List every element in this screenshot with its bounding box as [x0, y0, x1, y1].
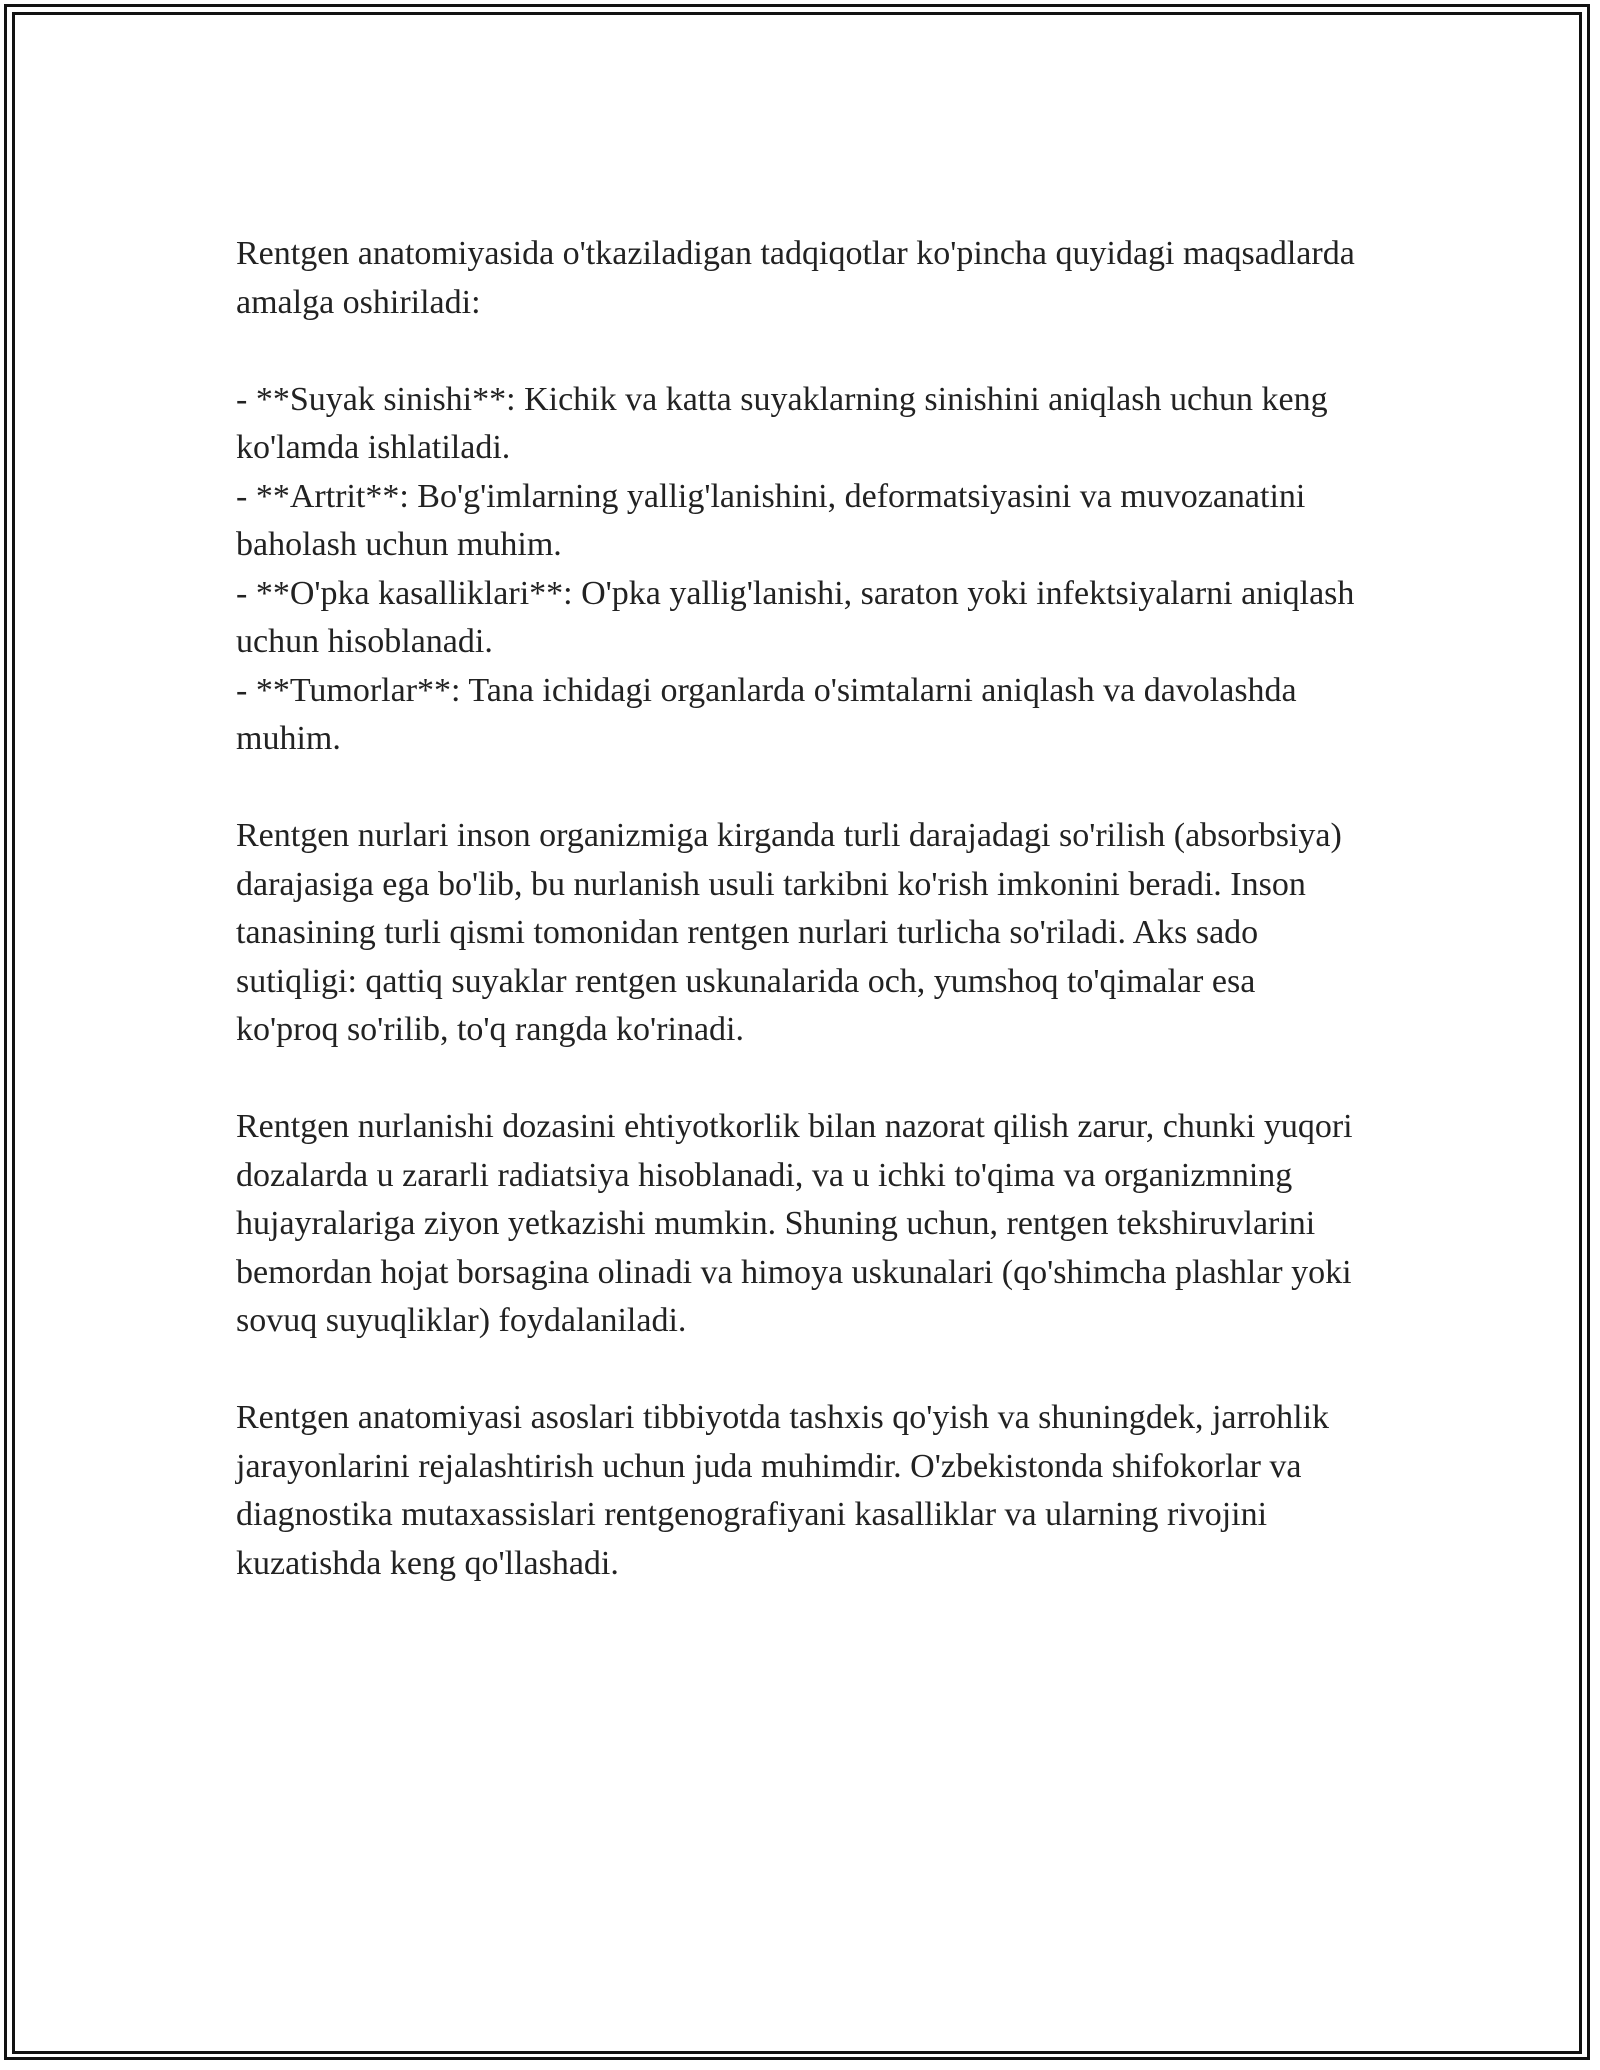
dose-paragraph: Rentgen nurlanishi dozasini ehtiyotkorlik bilan nazorat qilish zarur, chunki yuqori dozalarda u zararli radiatsiya hisoblanadi, va u ichki to'qima va organizmning hujayralariga ziyon yetkazishi mumkin. Shuning uchun, rentgen tekshiruvlarini bemordan hojat borsagina olinadi va himoya uskunalari (qo'shimcha plashlar yoki sovuq suyuqliklar) foydalaniladi.: [236, 1108, 1353, 1339]
list-item-suyak-sinishi: - **Suyak sinishi**: Kichik va katta suyaklarning sinishini aniqlash uchun keng ko'lamda ishlatiladi.: [236, 380, 1328, 466]
paragraph-gap: [236, 764, 1356, 813]
list-item-opka-kasalliklari: - **O'pka kasalliklari**: O'pka yallig'lanishi, saraton yoki infektsiyalarni aniqlash uchun hisoblanadi.: [236, 574, 1355, 660]
paragraph-gap: [236, 1346, 1356, 1395]
document-body: [236, 230, 1356, 1588]
absorption-paragraph: Rentgen nurlari inson organizmiga kirganda turli darajadagi so'rilish (absorbsiya) darajasiga ega bo'lib, bu nurlanish usuli tarkibni ko'rish imkonini beradi. Inson tanasining turli qismi tomonidan rentgen nurlari turlicha so'riladi. Aks sado sutiqligi: qattiq suyaklar rentgen uskunalarida och, yumshoq to'qimalar esa ko'proq so'rilib, to'q rangda ko'rinadi.: [236, 817, 1342, 1048]
paragraph-gap: [236, 1055, 1356, 1104]
conclusion-paragraph: Rentgen anatomiyasi asoslari tibbiyotda tashxis qo'yish va shuningdek, jarrohlik jarayonlarini rejalashtirish uchun juda muhimdir. O'zbekistonda shifokorlar va diagnostika mutaxassislari rentgenografiyani kasalliklar va ularning rivojini kuzatishda keng qo'llashadi.: [236, 1399, 1330, 1582]
list-item-tumorlar: - **Tumorlar**: Tana ichidagi organlarda o'simtalarni aniqlash va davolashda muhim.: [236, 671, 1297, 757]
list-item-artrit: - **Artrit**: Bo'g'imlarning yallig'lanishini, deformatsiyasini va muvozanatini baholash uchun muhim.: [236, 477, 1306, 563]
intro-paragraph: Rentgen anatomiyasida o'tkaziladigan tadqiqotlar ko'pincha quyidagi maqsadlarda amalga oshiriladi:: [236, 235, 1355, 321]
paragraph-gap: [236, 327, 1356, 376]
